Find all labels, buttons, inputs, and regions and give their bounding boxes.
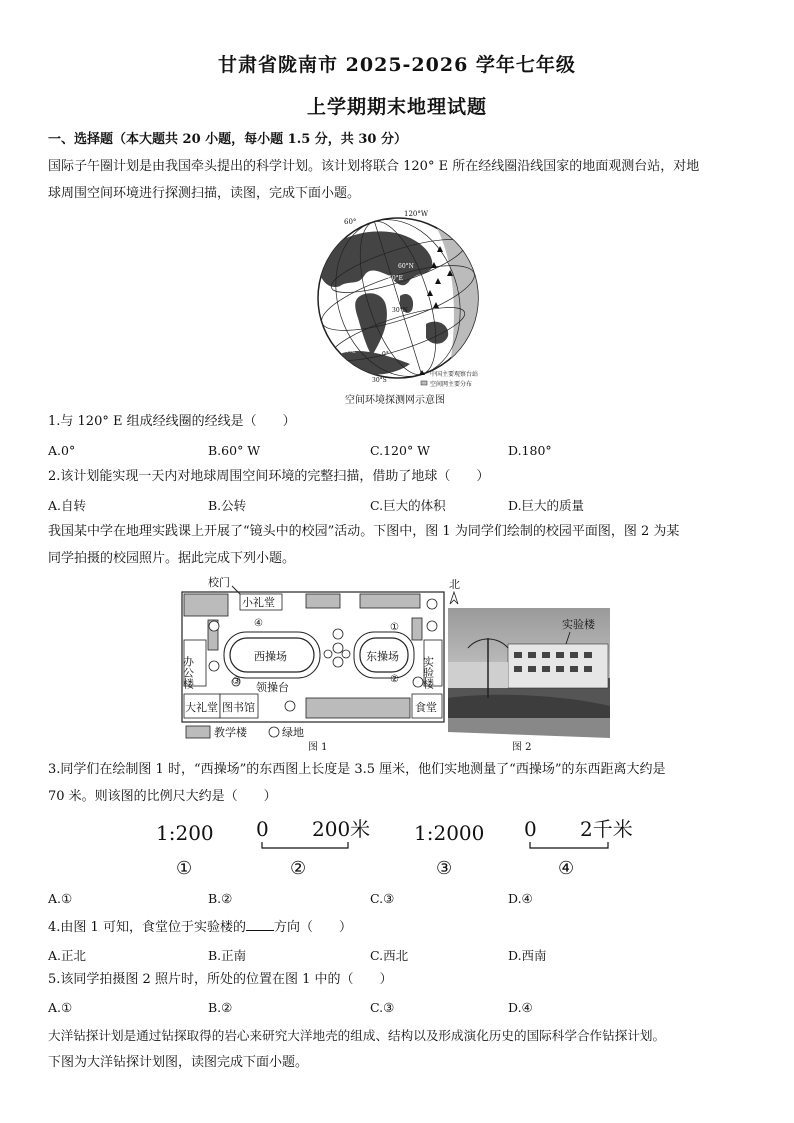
map-legend-green: 绿地 <box>282 726 304 739</box>
intro2-line2: 同学拍摄的校园照片。据此完成下列小题。 <box>48 551 296 566</box>
map-marker-2: ② <box>390 674 399 685</box>
intro2-line1: 我国某中学在地理实践课上开展了“镜头中的校园”活动。下图中，图 1 为同学们绘制的校园平面图，图 2 为某 <box>48 524 680 539</box>
globe-caption: 空间环境探测网示意图 <box>345 395 445 406</box>
q2-option-c[interactable]: C.巨大的体积 <box>370 498 446 513</box>
q3-option-c[interactable]: C.③ <box>370 891 395 906</box>
intro3-line1: 大洋钻探计划是通过钻探取得的岩心来研究大洋地壳的组成、结构以及形成演化历史的国际科学合作钻探计划。 <box>48 1028 666 1043</box>
q3-option-a[interactable]: A.① <box>48 891 73 906</box>
map-marker-3: ③ <box>232 676 241 687</box>
campus-photo <box>448 608 612 754</box>
scale-2-value: 200米 <box>312 817 371 841</box>
q5-option-c[interactable]: C.③ <box>370 1000 395 1015</box>
q1-option-d[interactable]: D.180° <box>508 443 552 458</box>
globe-label-30n: 30°N <box>392 307 408 314</box>
globe-figure <box>300 206 500 406</box>
q5-option-b[interactable]: B.② <box>208 1000 233 1015</box>
globe-label-60: 60° <box>344 218 357 226</box>
exam-title-line1: 甘肃省陇南市 2025-2026 学年七年级 <box>218 54 576 76</box>
q2-option-a[interactable]: A.自转 <box>48 498 87 513</box>
campus-map <box>180 574 460 754</box>
q3-stem-line1: 3.同学们在绘制图 1 时，“西操场”的东西图上长度是 3.5 厘米，他们实地测量了“西操场”的东西距离大约是 <box>48 762 666 777</box>
globe-label-120w: 120°W <box>404 210 429 218</box>
scale-4-value: 2千米 <box>580 817 633 841</box>
map-lab: 实验楼 <box>421 656 435 689</box>
globe-legend-station: 中国主要观察台站 <box>430 371 479 378</box>
q3-option-b[interactable]: B.② <box>208 891 233 906</box>
q4-stem-pre: 4.由图 1 可知，食堂位于实验楼的 <box>48 920 246 935</box>
scale-num-4: ④ <box>558 858 575 879</box>
q5-option-d[interactable]: D.④ <box>508 1000 533 1015</box>
map-legend-building: 教学楼 <box>214 726 247 739</box>
globe-label-ocean: 赤道 <box>344 347 357 354</box>
globe-label-60n: 60°N <box>398 263 414 270</box>
scale-num-3: ③ <box>436 858 453 879</box>
map-big-hall: 大礼堂 <box>185 701 218 714</box>
q3-option-d[interactable]: D.④ <box>508 891 533 906</box>
q4-stem <box>48 918 352 936</box>
scale-num-1: ① <box>176 858 193 879</box>
map-canteen: 食堂 <box>415 701 437 714</box>
q2-option-b[interactable]: B.公转 <box>208 498 247 513</box>
q5-stem: 5.该同学拍摄图 2 照片时，所处的位置在图 1 中的（ ） <box>48 972 393 987</box>
q4-option-c[interactable]: C.西北 <box>370 948 409 963</box>
map-stage: 领操台 <box>256 681 289 694</box>
scale-3: 1:2000 <box>414 821 485 845</box>
exam-title-line2: 上学期期末地理试题 <box>306 96 487 118</box>
globe-label-60e: 60°E <box>388 275 404 282</box>
q5-option-a[interactable]: A.① <box>48 1000 73 1015</box>
map-gate: 校门 <box>208 576 230 589</box>
q2-option-d[interactable]: D.巨大的质量 <box>508 498 585 513</box>
q1-stem: 1.与 120° E 组成经线圈的经线是（ ） <box>48 414 296 429</box>
scale-4-zero: 0 <box>524 817 537 841</box>
q4-option-d[interactable]: D.西南 <box>508 948 547 963</box>
q4-option-a[interactable]: A.正北 <box>48 948 87 963</box>
globe-legend-network: 空间网主要分布 <box>430 381 473 388</box>
q1-option-c[interactable]: C.120° W <box>370 443 431 458</box>
q1-option-a[interactable]: A.0° <box>48 443 76 458</box>
q1-option-b[interactable]: B.60° W <box>208 443 261 458</box>
globe-label-0: 0° <box>382 351 389 358</box>
scale-options <box>140 812 660 882</box>
intro3-line2: 下图为大洋钻探计划图，读图完成下面小题。 <box>48 1055 309 1070</box>
map-fig1-caption: 图 1 <box>308 742 328 753</box>
intro1-line1: 国际子午圈计划是由我国牵头提出的科学计划。该计划将联合 120° E 所在经线圈沿线国家的地面观测台站，对地 <box>48 159 700 174</box>
photo-fig2-caption: 图 2 <box>512 742 532 753</box>
map-north: 北 <box>449 578 460 591</box>
q4-blank <box>246 918 274 931</box>
map-office: 办公楼 <box>181 656 195 689</box>
q3-stem-line2: 70 米。则该图的比例尺大约是（ ） <box>48 789 277 804</box>
map-library: 图书馆 <box>222 701 255 714</box>
intro1-line2: 球周围空间环境进行探测扫描，读图，完成下面小题。 <box>48 186 361 201</box>
scale-2-zero: 0 <box>256 817 269 841</box>
photo-label: 实验楼 <box>562 618 595 631</box>
globe-label-30s: 30°S <box>372 377 387 384</box>
q4-option-b[interactable]: B.正南 <box>208 948 247 963</box>
map-west-field: 西操场 <box>254 650 287 663</box>
scale-1: 1:200 <box>156 821 214 845</box>
scale-num-2: ② <box>290 858 307 879</box>
map-marker-1: ① <box>390 622 399 633</box>
map-east-field: 东操场 <box>366 650 399 663</box>
map-small-hall: 小礼堂 <box>242 596 275 609</box>
section-heading: 一、选择题（本大题共 20 小题，每小题 1.5 分，共 30 分） <box>48 132 407 147</box>
q4-stem-post: 方向（ ） <box>273 920 352 935</box>
map-marker-4: ④ <box>254 618 263 629</box>
q2-stem: 2.该计划能实现一天内对地球周围空间环境的完整扫描，借助了地球（ ） <box>48 469 490 484</box>
